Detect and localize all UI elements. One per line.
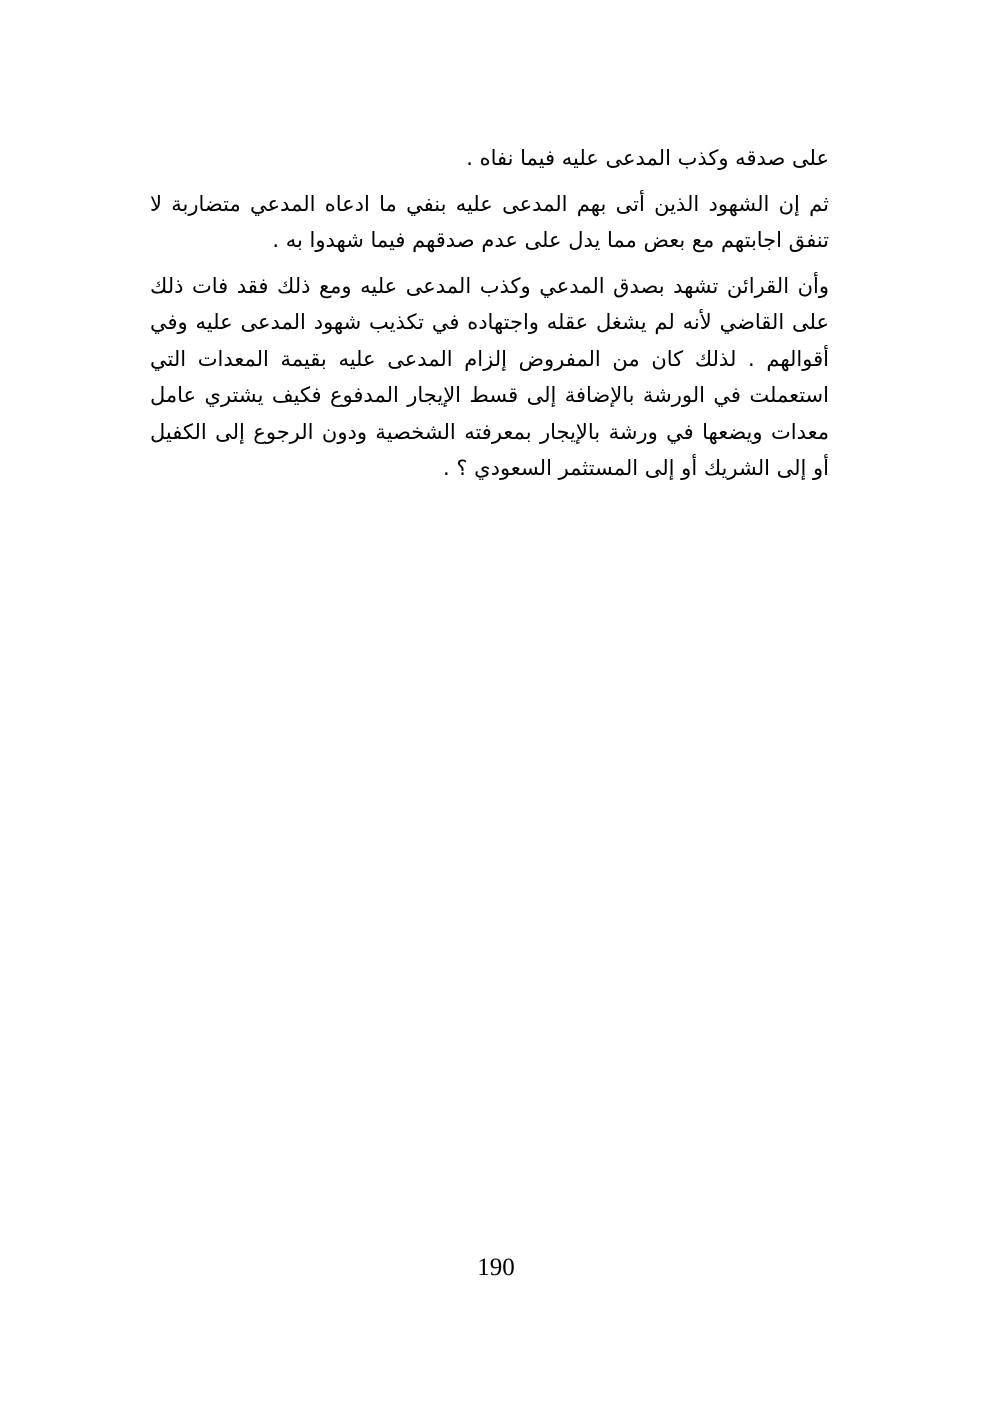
paragraph-3: وأن القرائن تشهد بصدق المدعي وكذب المدعى عليه ومع ذلك فقد فات ذلك على القاضي لأنه لم يشغل عقله واجتهاده في تكذيب شهود المدعى عليه وفي أقوالهم . لذلك كان من المفروض إلزام المدعى عليه بقيمة المعدات التي استعملت في الورشة بالإضافة إلى قسط الإيجار المدفوع فكيف يشتري عامل معدات ويضعها في ورشة بالإيجار بمعرفته الشخصية ودون الرجوع إلى الكفيل أو إلى الشريك أو إلى المستثمر السعودي ؟ . <box>150 273 829 480</box>
body-text <box>150 140 829 487</box>
paragraph-2: ثم إن الشهود الذين أتى بهم المدعى عليه بنفي ما ادعاه المدعي متضاربة لا تنفق اجابتهم مع بعض مما يدل على عدم صدقهم فيما شهدوا به . <box>150 191 829 252</box>
paragraph-1: على صدقه وكذب المدعى عليه فيما نفاه . <box>466 146 829 170</box>
page-number: 190 <box>477 1254 515 1281</box>
